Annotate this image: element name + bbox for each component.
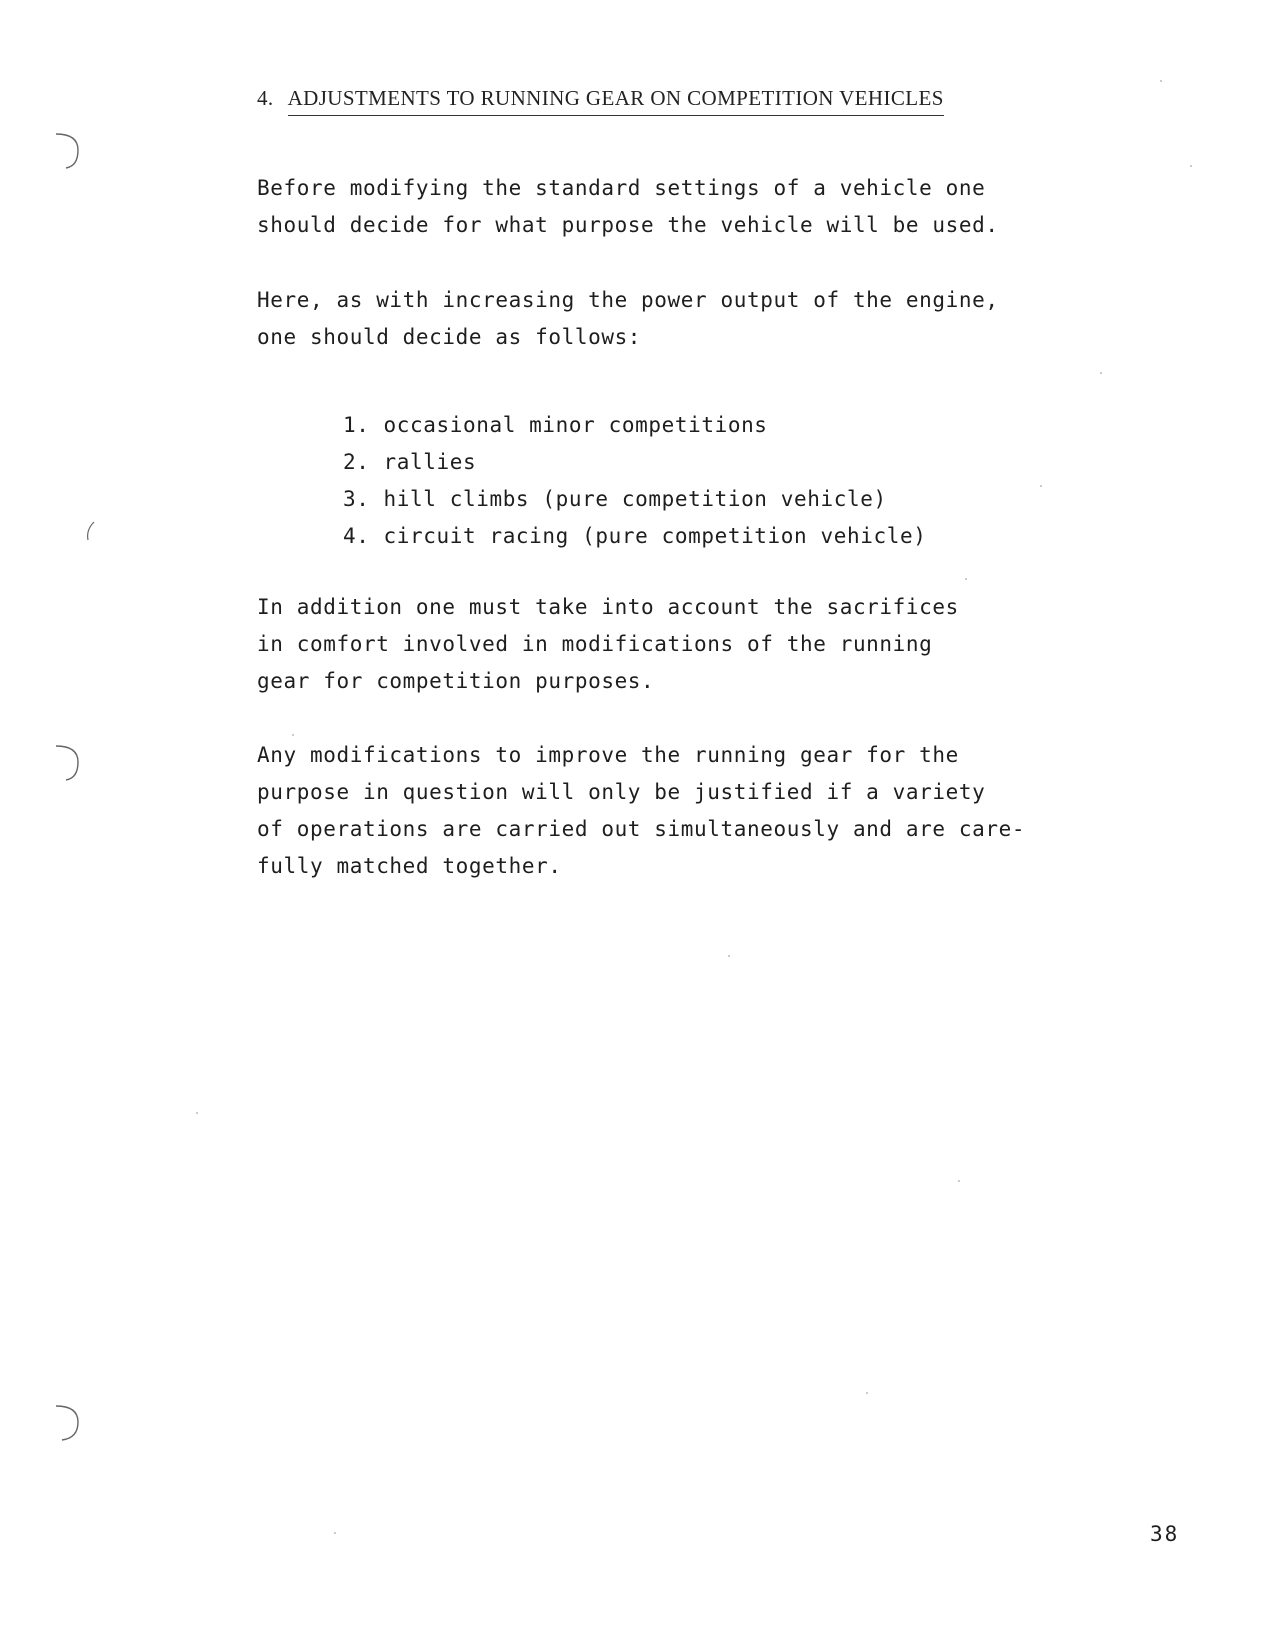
- text-line: In addition one must take into account the sacrifices: [257, 595, 959, 619]
- section-number: 4.: [257, 86, 274, 110]
- text-line: Here, as with increasing the power output of the engine,: [257, 288, 999, 312]
- list-item: [343, 518, 926, 555]
- list-item-number: 4.: [343, 524, 370, 548]
- list-item: [343, 407, 926, 444]
- list-item-text: circuit racing (pure competition vehicle): [383, 524, 927, 548]
- scan-speck: [958, 1180, 960, 1182]
- paragraph-decide: [257, 282, 999, 356]
- text-line: should decide for what purpose the vehicle will be used.: [257, 213, 999, 237]
- section-title: ADJUSTMENTS TO RUNNING GEAR ON COMPETITION VEHICLES: [288, 86, 944, 116]
- page-number: 38: [1150, 1522, 1180, 1546]
- binder-hole-mark: [52, 1400, 82, 1442]
- paragraph-comfort: [257, 589, 959, 700]
- paragraph-modifications: [257, 737, 1025, 885]
- scan-speck: [965, 578, 967, 580]
- text-line: Any modifications to improve the running gear for the: [257, 743, 959, 767]
- section-heading: [257, 86, 944, 116]
- binder-hole-mark: [52, 740, 82, 782]
- list-item-text: occasional minor competitions: [383, 413, 768, 437]
- scan-speck: [1040, 485, 1042, 487]
- scan-speck: [1190, 165, 1192, 167]
- text-line: Before modifying the standard settings of a vehicle one: [257, 176, 986, 200]
- list-item: [343, 481, 926, 518]
- binder-hole-mark: [82, 518, 112, 560]
- text-line: gear for competition purposes.: [257, 669, 655, 693]
- scan-speck: [1160, 80, 1162, 82]
- text-line: purpose in question will only be justified if a variety: [257, 780, 986, 804]
- binder-hole-mark: [52, 128, 82, 170]
- list-item-number: 1.: [343, 413, 370, 437]
- list-item-number: 2.: [343, 450, 370, 474]
- paragraph-purpose: [257, 170, 999, 244]
- scan-speck: [292, 734, 294, 736]
- scan-speck: [866, 1392, 868, 1394]
- list-item-number: 3.: [343, 487, 370, 511]
- text-line: of operations are carried out simultaneously and are care-: [257, 817, 1026, 841]
- scan-speck: [1100, 372, 1102, 374]
- list-item-text: rallies: [383, 450, 477, 474]
- scan-speck: [728, 955, 730, 957]
- scan-speck: [334, 1532, 336, 1534]
- text-line: fully matched together.: [257, 854, 562, 878]
- text-line: in comfort involved in modifications of the running: [257, 632, 933, 656]
- list-item-text: hill climbs (pure competition vehicle): [383, 487, 887, 511]
- text-line: one should decide as follows:: [257, 325, 642, 349]
- list-item: [343, 444, 926, 481]
- purpose-list: [343, 407, 926, 555]
- scan-speck: [196, 1112, 198, 1114]
